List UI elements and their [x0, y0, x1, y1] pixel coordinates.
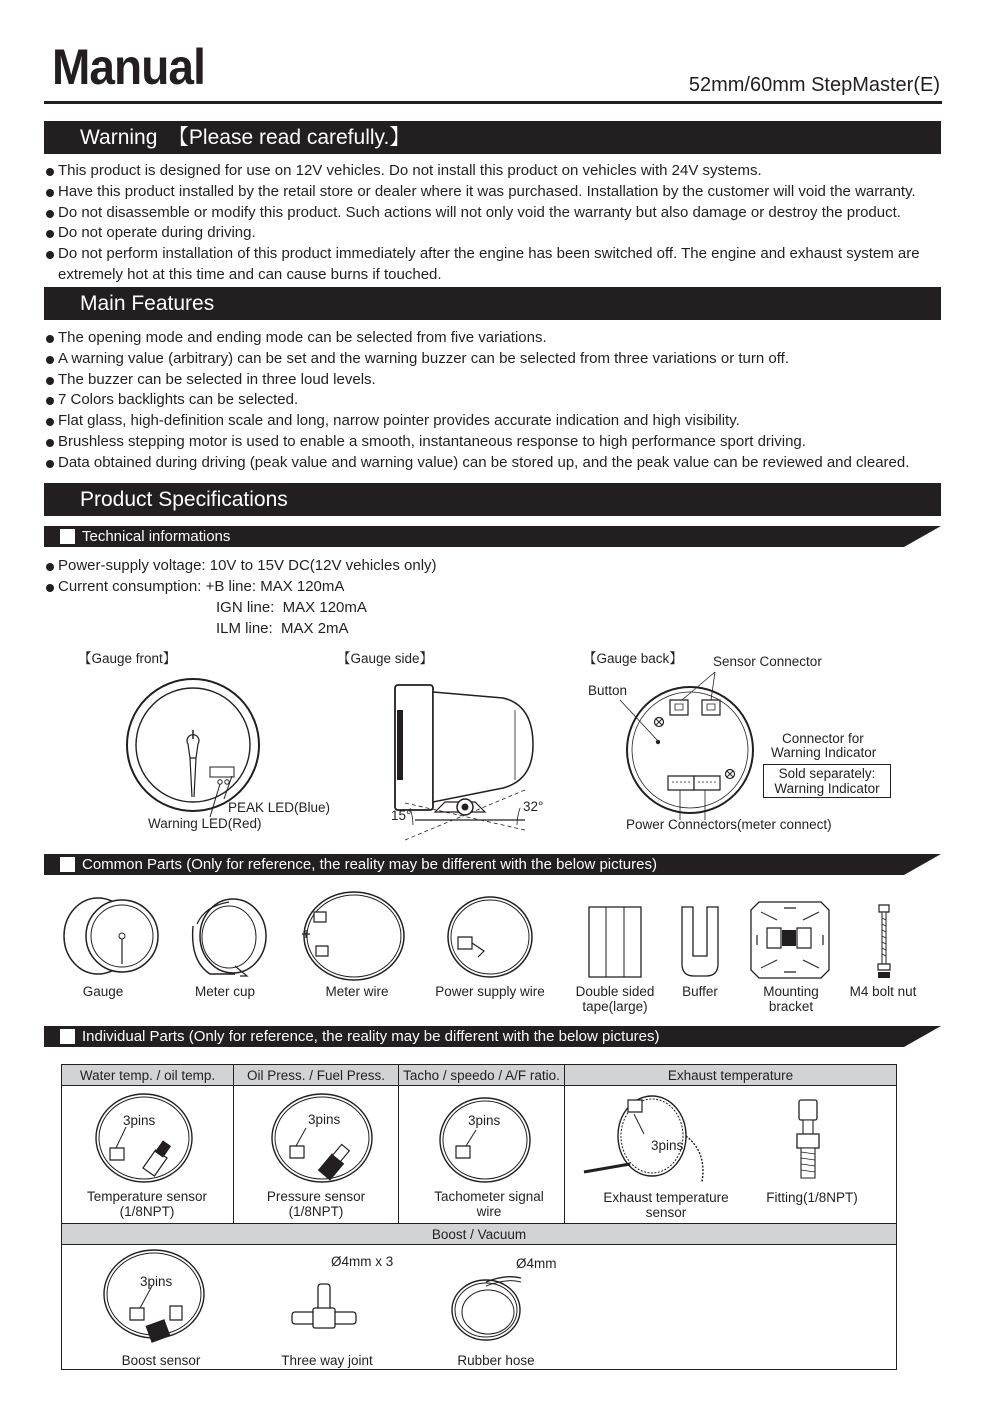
part-gauge-label: Gauge	[82, 984, 124, 999]
temp-sensor-drawing	[92, 1092, 196, 1188]
model-name: 52mm/60mm StepMaster(E)	[688, 74, 940, 96]
technical-subheading	[44, 526, 941, 547]
part-meter-cup-drawing	[185, 896, 269, 980]
feature-item: A warning value (arbitrary) can be set and the warning buzzer can be selected from three variations or turn off.	[46, 349, 909, 370]
boost-header: Boost / Vacuum	[62, 1223, 896, 1245]
temp-sensor-label-2: (1/8NPT)	[119, 1204, 175, 1219]
spec-current-b: +B line: MAX 120mA	[205, 577, 345, 595]
rubber-hose-label: Rubber hose	[457, 1353, 535, 1368]
feature-item: Brushless stepping motor is used to enable a smooth, instantaneous response to high performance sport driving.	[46, 432, 909, 453]
subbar-square	[60, 1029, 75, 1044]
part-tape-label	[565, 984, 665, 1014]
part-meter-wire-label: Meter wire	[325, 984, 389, 999]
spec-voltage: Power-supply voltage: 10V to 15V DC(12V vehicles only)	[46, 556, 437, 577]
part-bracket-label	[745, 984, 837, 1014]
peak-led-label: PEAK LED(Blue)	[228, 800, 331, 815]
part-bracket-drawing	[749, 900, 831, 980]
temp-sensor-label	[62, 1189, 232, 1219]
part-meter-wire-drawing	[300, 890, 408, 982]
part-buffer-label: Buffer	[682, 984, 718, 999]
column-header: Exhaust temperature	[565, 1065, 896, 1086]
pressure-sensor-label-2: (1/8NPT)	[288, 1204, 344, 1219]
column-header: Water temp. / oil temp.	[62, 1065, 234, 1086]
pins-label: 3pins	[468, 1113, 501, 1128]
gauge-back-title: 【Gauge back】	[583, 651, 683, 666]
common-parts-heading-text: Common Parts (Only for reference, the reality may be different with the below pictures)	[82, 856, 657, 873]
power-connectors-label: Power Connectors(meter connect)	[626, 817, 832, 832]
boost-sensor-label: Boost sensor	[121, 1353, 201, 1368]
warning-item: Do not perform installation of this product immediately after the engine has been switched off. The engine and exhaust system are extremely hot at this time and can cause burns if touched.	[46, 244, 941, 286]
fitting-label: Fitting(1/8NPT)	[766, 1190, 858, 1205]
gauge-front-drawing	[120, 672, 270, 817]
spec-current-label: Current consumption:	[58, 577, 206, 595]
part-tape-label-2: tape(large)	[582, 999, 648, 1014]
spec-current-ign: IGN line: MAX 120mA	[216, 599, 367, 616]
technical-subheading-text: Technical informations	[82, 528, 231, 545]
hose-size-label: Ø4mm	[516, 1256, 557, 1271]
pins-label: 3pins	[308, 1112, 341, 1127]
warning-item: Do not disassemble or modify this product. Such actions will not only void the warranty but also damage or destroy the product.	[46, 203, 941, 224]
feature-item: The buzzer can be selected in three loud levels.	[46, 370, 909, 391]
column-header: Tacho / speedo / A/F ratio.	[399, 1065, 565, 1086]
exhaust-sensor-drawing	[582, 1092, 714, 1188]
tacho-wire-drawing	[436, 1094, 534, 1188]
spec-list	[46, 556, 437, 598]
column-header: Oil Press. / Fuel Press.	[234, 1065, 399, 1086]
subbar-square	[60, 529, 75, 544]
fitting-drawing	[793, 1098, 823, 1184]
angle-right-label: 32°	[523, 799, 544, 814]
button-label: Button	[588, 683, 628, 698]
spec-current	[46, 577, 437, 598]
warning-item: This product is designed for use on 12V vehicles. Do not install this product on vehicles with 24V systems.	[46, 161, 941, 182]
pins-label: 3pins	[140, 1274, 173, 1289]
tacho-wire-label	[398, 1189, 580, 1219]
feature-item: 7 Colors backlights can be selected.	[46, 390, 909, 411]
individual-parts-heading-text: Individual Parts (Only for reference, the reality may be different with the below pictures)	[82, 1028, 660, 1045]
sold-separately-line-1: Sold separately:	[778, 766, 876, 781]
angle-left-label: 15°	[391, 808, 412, 823]
tacho-wire-label-2: wire	[476, 1204, 502, 1219]
sold-separately-box	[763, 764, 891, 798]
part-power-wire-label: Power supply wire	[435, 984, 545, 999]
gauge-front-title: 【Gauge front】	[78, 651, 177, 666]
sold-separately-line-2: Warning Indicator	[774, 781, 880, 796]
connector-warning-label-1: Connector for	[782, 731, 864, 746]
page-title: Manual	[52, 39, 205, 95]
part-bracket-label-1: Mounting	[763, 984, 819, 999]
pins-label: 3pins	[123, 1113, 156, 1128]
gauge-back-drawing	[620, 680, 770, 820]
features-heading: Main Features	[44, 287, 941, 320]
boost-sensor-drawing	[100, 1246, 208, 1348]
exhaust-sensor-label	[576, 1190, 756, 1220]
title-divider	[44, 101, 942, 104]
part-power-wire-drawing	[444, 893, 536, 981]
warning-list	[46, 161, 941, 286]
part-bolt-drawing	[876, 904, 892, 980]
feature-item: The opening mode and ending mode can be selected from five variations.	[46, 328, 909, 349]
sensor-connector-label: Sensor Connector	[713, 654, 822, 669]
part-gauge-drawing	[58, 896, 162, 976]
warning-item: Have this product installed by the retail store or dealer where it was purchased. Installation by the customer will void the warranty.	[46, 182, 941, 203]
part-bolt-label: M4 bolt nut	[849, 984, 917, 999]
warning-item: Do not operate during driving.	[46, 223, 941, 244]
common-parts-subheading	[44, 854, 941, 875]
gauge-side-title: 【Gauge side】	[337, 651, 434, 666]
three-way-joint-drawing	[288, 1282, 360, 1334]
spec-current-ilm: ILM line: MAX 2mA	[216, 620, 349, 637]
part-tape-label-1: Double sided	[575, 984, 655, 999]
warning-heading: Warning 【Please read carefully.】	[44, 121, 941, 154]
part-buffer-drawing	[680, 906, 720, 978]
pressure-sensor-label-1: Pressure sensor	[266, 1189, 366, 1204]
pressure-sensor-drawing	[268, 1092, 376, 1188]
pins-label: 3pins	[651, 1138, 684, 1153]
feature-item: Flat glass, high-definition scale and long, narrow pointer provides accurate indication and high visibility.	[46, 411, 909, 432]
exhaust-sensor-label-2: sensor	[645, 1205, 687, 1220]
temp-sensor-label-1: Temperature sensor	[86, 1189, 208, 1204]
features-list	[46, 328, 909, 474]
rubber-hose-drawing	[446, 1272, 536, 1344]
part-meter-cup-label: Meter cup	[194, 984, 256, 999]
tacho-wire-label-1: Tachometer signal	[434, 1189, 544, 1204]
connector-warning-label-2: Warning Indicator	[771, 745, 877, 760]
exhaust-sensor-label-1: Exhaust temperature	[603, 1190, 729, 1205]
warning-led-label: Warning LED(Red)	[148, 816, 262, 831]
joint-size-label: Ø4mm x 3	[331, 1254, 394, 1269]
pressure-sensor-label	[234, 1189, 398, 1219]
part-tape-drawing	[588, 906, 642, 978]
part-bracket-label-2: bracket	[768, 999, 814, 1014]
three-way-joint-label: Three way joint	[281, 1353, 373, 1368]
individual-parts-subheading	[44, 1026, 941, 1047]
subbar-square	[60, 857, 75, 872]
specs-heading: Product Specifications	[44, 483, 941, 516]
feature-item: Data obtained during driving (peak value and warning value) can be stored up, and the peak value can be reviewed and cleared.	[46, 453, 909, 474]
